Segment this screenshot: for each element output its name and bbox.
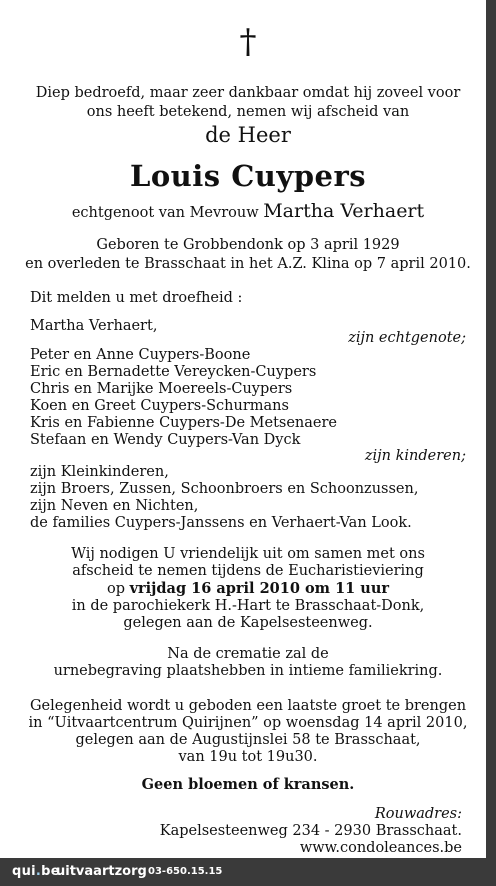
invite-date-line	[12, 580, 484, 598]
list-item: Koen en Greet Cuypers-Schurmans	[30, 398, 289, 414]
intro-text	[12, 84, 484, 122]
invite-line: in de parochiekerk H.-Hart te Brasschaat-Donk,	[71, 598, 425, 614]
invite-date-prefix: op	[106, 581, 130, 597]
phone-number: 03-650.15.15	[148, 866, 223, 877]
children-list	[30, 347, 470, 449]
no-flowers-note: Geen bloemen of kransen.	[141, 776, 355, 793]
widow-name: Martha Verhaert,	[30, 318, 158, 334]
visitation-line: gelegen aan de Augustijnslei 58 te Brasschaat,	[75, 732, 421, 748]
invite-date: vrijdag 16 april 2010 om 11 uur	[129, 580, 390, 597]
cremation-note	[12, 646, 484, 680]
spouse-line	[12, 198, 484, 226]
died-line: en overleden te Brasschaat in het A.Z. Klina op 7 april 2010.	[25, 256, 471, 272]
list-item: zijn Kleinkinderen,	[30, 464, 169, 480]
intro-line: Diep bedroefd, maar zeer dankbaar omdat hij zoveel voor	[35, 85, 461, 101]
family-list	[30, 464, 470, 532]
spouse-prefix: echtgenoot van Mevrouw	[71, 205, 259, 221]
brand-logo[interactable]: uitvaartzorg	[56, 864, 147, 879]
obituary-card	[12, 0, 484, 858]
logo-dot: .	[35, 864, 42, 879]
list-item: zijn Neven en Nichten,	[30, 498, 199, 514]
logo-part: qui	[12, 864, 36, 879]
visitation-line: van 19u tot 19u30.	[178, 749, 318, 765]
honorific: de Heer	[205, 123, 291, 147]
born-line: Geboren te Grobbendonk op 3 april 1929	[96, 237, 400, 253]
funeral-invitation	[12, 546, 484, 632]
list-item: de families Cuypers-Janssens en Verhaert-Van Look.	[30, 515, 412, 531]
list-item: Peter en Anne Cuypers-Boone	[30, 347, 251, 363]
list-item: Stefaan en Wendy Cuypers-Van Dyck	[30, 432, 301, 448]
list-item: Kris en Fabienne Cuypers-De Metsenaere	[30, 415, 337, 431]
cremation-line: urnebegraving plaatshebben in intieme familiekring.	[53, 663, 443, 679]
list-item: Eric en Bernadette Vereycken-Cuypers	[30, 364, 317, 380]
mourning-address	[160, 806, 462, 857]
birth-death-info	[12, 236, 484, 274]
visitation-line: in “Uitvaartcentrum Quirijnen” op woensdag 14 april 2010,	[28, 715, 468, 731]
invite-line: Wij nodigen U vriendelijk uit om samen met ons	[71, 546, 425, 562]
footer-bar	[0, 858, 496, 886]
address-label: Rouwadres:	[374, 806, 462, 822]
invite-line: gelegen aan de Kapelsesteenweg.	[123, 615, 373, 631]
visitation-line: Gelegenheid wordt u geboden een laatste groet te brengen	[29, 698, 467, 714]
address-web[interactable]: www.condoleances.be	[299, 840, 462, 856]
deceased-name: Louis Cuypers	[129, 159, 367, 193]
cremation-line: Na de crematie zal de	[167, 646, 329, 662]
intro-line: ons heeft betekend, nemen wij afscheid van	[86, 104, 410, 120]
widow-role: zijn echtgenote;	[348, 330, 466, 346]
announce-line: Dit melden u met droefheid :	[30, 290, 243, 306]
spouse-name: Martha Verhaert	[263, 200, 425, 222]
visitation-info	[12, 698, 484, 766]
list-item: Chris en Marijke Moereels-Cuypers	[30, 381, 293, 397]
cross-icon: †	[239, 22, 257, 62]
quibe-logo[interactable]	[12, 864, 60, 879]
logo-part: be	[41, 864, 60, 879]
children-role: zijn kinderen;	[364, 448, 466, 464]
invite-line: afscheid te nemen tijdens de Eucharistieviering	[72, 563, 424, 579]
address-street: Kapelsesteenweg 234 - 2930 Brasschaat.	[159, 823, 462, 839]
list-item: zijn Broers, Zussen, Schoonbroers en Schoonzussen,	[30, 481, 419, 497]
